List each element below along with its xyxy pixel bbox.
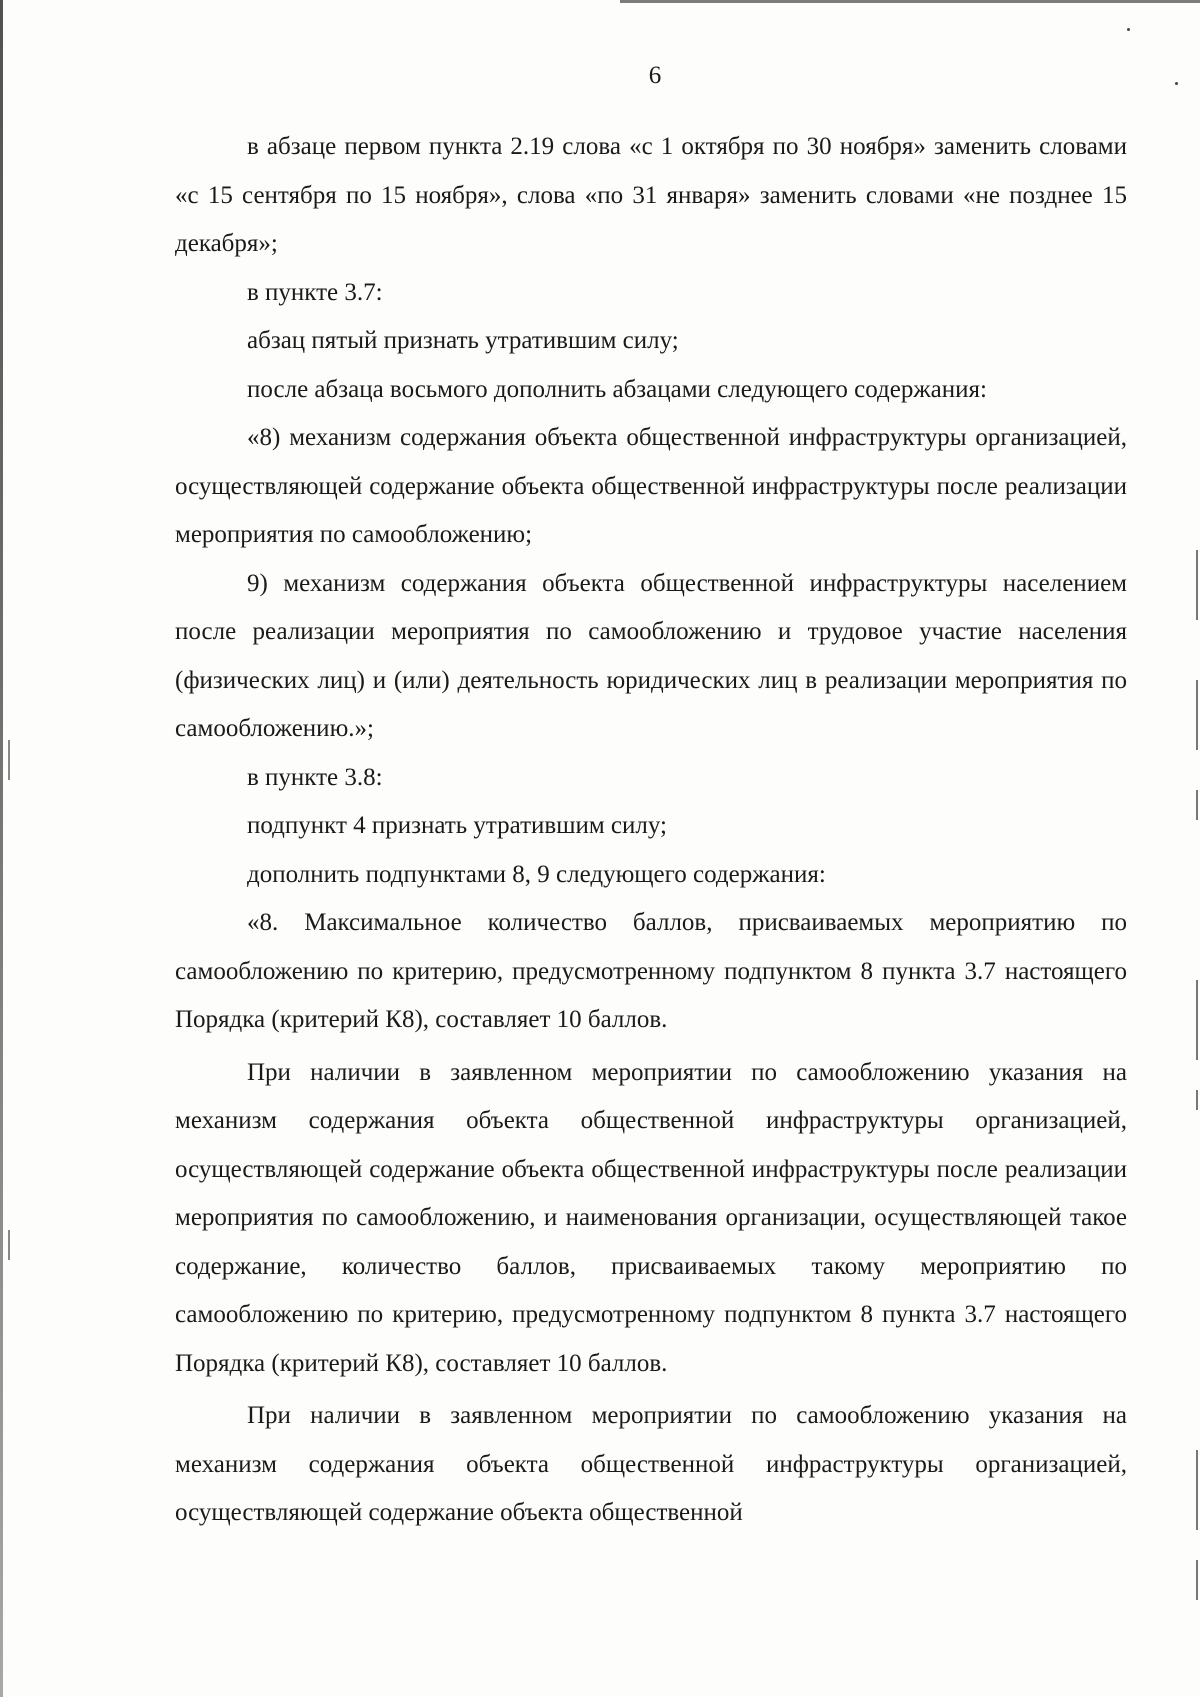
paragraph: При наличии в заявленном мероприятии по самообложению указания на механизм содержания объекта общественной инфраструктуры организацией, осуществляющей содержание объекта общественной инфраструктуры после реализации мероприятия по самообложению, и наименования организации, осуществляющей такое содержание, количество баллов, присваиваемых такому мероприятию по самообложению по критерию, предусмотренному подпунктом 8 пункта 3.7 настоящего Порядка (критерий К8), составляет 10 баллов.: [175, 1058, 1127, 1377]
paragraph: При наличии в заявленном мероприятии по самообложению указания на механизм содержания объекта общественной инфраструктуры организацией, осуществляющей содержание объекта общественной: [175, 1402, 1127, 1526]
paragraph: в абзаце первом пункта 2.19 слова «с 1 октября по 30 ноября» заменить словами «с 15 сентября по 15 ноября», слова «по 31 января» заменить словами «не позднее 15 декабря»;: [175, 133, 1127, 257]
paragraph: в пункте 3.7:: [247, 278, 383, 306]
scan-right-marks: [1192, 0, 1200, 1697]
scan-speck: [1127, 28, 1130, 31]
paragraph: в пункте 3.8:: [247, 763, 383, 791]
paragraph: после абзаца восьмого дополнить абзацами следующего содержания:: [247, 375, 987, 403]
paragraph: подпункт 4 признать утратившим силу;: [247, 812, 667, 839]
paragraph: дополнить подпунктами 8, 9 следующего содержания:: [247, 860, 826, 888]
scan-left-edge: [0, 0, 3, 1697]
scan-top-edge: [620, 0, 1200, 3]
paragraph: «8) механизм содержания объекта общественной инфраструктуры организацией, осуществляющей содержание объекта общественной инфраструктуры после реализации мероприятия по самообложению;: [175, 424, 1127, 548]
paragraph: абзац пятый признать утратившим силу;: [247, 327, 679, 354]
document-body: [175, 123, 1127, 1538]
paragraph: «8. Максимальное количество баллов, присваиваемых мероприятию по самообложению по критерию, предусмотренному подпунктом 8 пункта 3.7 настоящего Порядка (критерий К8), составляет 10 баллов.: [175, 909, 1127, 1033]
page-number: 6: [648, 62, 662, 89]
paragraph: 9) механизм содержания объекта общественной инфраструктуры населением после реализации мероприятия по самообложению и трудовое участие населения (физических лиц) и (или) деятельность юридических лиц в реализации мероприятия по самообложению.»;: [175, 569, 1127, 742]
